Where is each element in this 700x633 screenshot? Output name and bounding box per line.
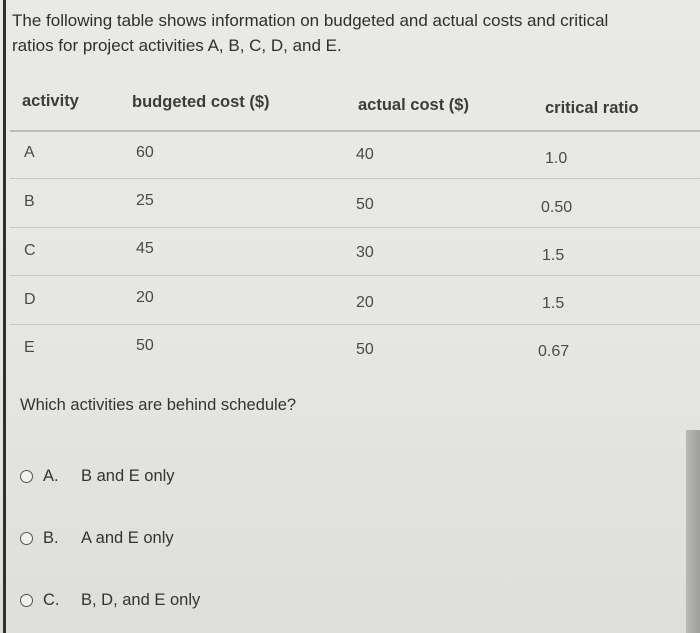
cell-activity: C [24, 242, 36, 259]
cell-actual: 50 [356, 196, 374, 213]
question-line-2: ratios for project activities A, B, C, D, and E. [12, 36, 342, 55]
cell-budgeted: 45 [136, 240, 154, 257]
cell-actual: 50 [356, 341, 374, 358]
cell-ratio: 0.50 [541, 199, 573, 216]
header-actual-cost: actual cost ($) [358, 96, 469, 114]
option-text: B, D, and E only [81, 591, 201, 609]
cell-budgeted: 50 [136, 337, 154, 354]
header-activity: activity [22, 92, 79, 110]
cell-ratio: 0.67 [538, 343, 570, 360]
question-prompt: Which activities are behind schedule? [20, 396, 297, 414]
question-line-1: The following table shows information on budgeted and actual costs and critical [12, 11, 609, 30]
cell-activity: E [24, 339, 35, 356]
cell-activity: B [24, 193, 35, 210]
header-critical-ratio: critical ratio [545, 99, 639, 117]
answer-option-b[interactable] [20, 529, 174, 548]
left-border [3, 0, 6, 633]
cell-ratio: 1.5 [542, 295, 565, 312]
cell-ratio: 1.0 [545, 150, 568, 167]
header-budgeted-cost: budgeted cost ($) [132, 93, 270, 111]
row-divider [10, 227, 700, 228]
option-text: A and E only [81, 529, 174, 547]
option-letter: C. [43, 591, 60, 609]
cell-actual: 40 [356, 146, 374, 163]
cell-budgeted: 60 [136, 144, 154, 161]
answer-option-a[interactable] [20, 467, 175, 486]
background-edge [686, 430, 700, 633]
row-divider [10, 178, 700, 179]
header-divider [10, 130, 700, 132]
cell-budgeted: 20 [136, 289, 154, 306]
row-divider [10, 324, 700, 325]
cell-actual: 20 [356, 294, 374, 311]
cell-ratio: 1.5 [542, 247, 565, 264]
cell-budgeted: 25 [136, 192, 154, 209]
row-divider [10, 275, 700, 276]
cell-activity: A [24, 144, 35, 161]
option-text: B and E only [81, 467, 175, 485]
cell-activity: D [24, 291, 36, 308]
cell-actual: 30 [356, 244, 374, 261]
question-text [12, 8, 682, 58]
radio-button-icon[interactable] [20, 532, 33, 545]
radio-button-icon[interactable] [20, 594, 33, 607]
radio-button-icon[interactable] [20, 470, 33, 483]
option-letter: B. [43, 529, 59, 547]
answer-option-c[interactable] [20, 591, 200, 610]
option-letter: A. [43, 467, 59, 485]
